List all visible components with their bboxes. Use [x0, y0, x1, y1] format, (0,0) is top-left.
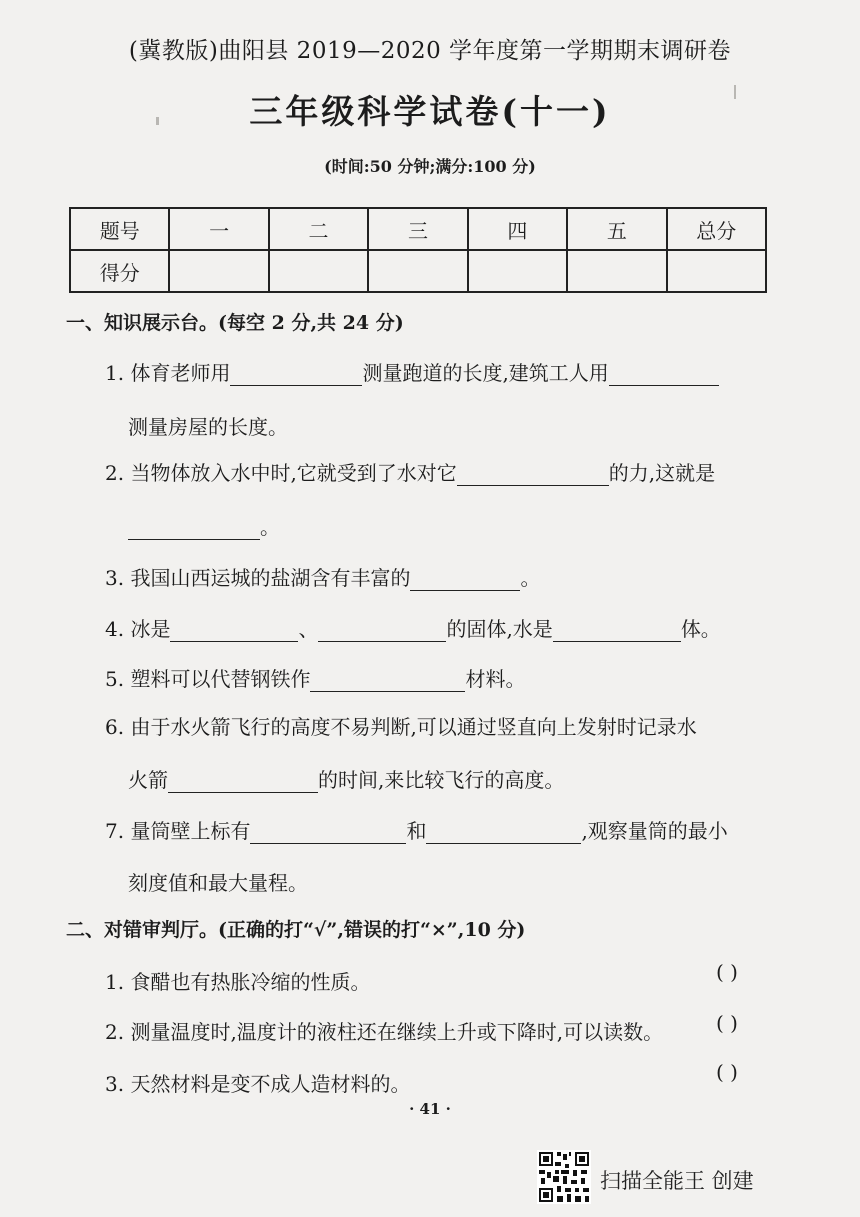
question-text: 、: [298, 617, 319, 641]
judge-item: 3. 天然材料是变不成人造材料的。: [105, 1072, 411, 1096]
section-heading: 一、知识展示台。(每空 2 分,共 24 分): [66, 312, 404, 334]
question-text: 和: [406, 819, 427, 843]
table-header-cell: 二: [269, 208, 368, 250]
answer-blank[interactable]: [553, 619, 681, 642]
question-1: [105, 357, 719, 386]
question-6: 6. 由于水火箭飞行的高度不易判断,可以通过竖直向上发射时记录水: [105, 715, 697, 739]
table-row: [70, 208, 766, 250]
question-7: [105, 815, 728, 844]
question-text: ,观察量筒的最小: [581, 819, 728, 843]
question-text: 4. 冰是: [105, 617, 171, 641]
question-7-cont: 刻度值和最大量程。: [128, 871, 308, 895]
table-header-cell: 三: [368, 208, 467, 250]
question-4: [105, 613, 721, 642]
exam-time-info: (时间:50 分钟;满分:100 分): [324, 157, 536, 176]
answer-paren[interactable]: ( ): [716, 1011, 738, 1035]
exam-header: (冀教版)曲阳县 2019—2020 学年度第一学期期末调研卷: [128, 38, 732, 64]
answer-blank[interactable]: [457, 463, 609, 486]
question-text: 3. 我国山西运城的盐湖含有丰富的: [105, 566, 411, 590]
judge-item: 2. 测量温度时,温度计的液柱还在继续上升或下降时,可以读数。: [105, 1020, 664, 1044]
answer-blank[interactable]: [230, 363, 362, 386]
question-text: 材料。: [465, 667, 526, 691]
question-text: 。: [260, 515, 280, 539]
table-row-label: 得分: [70, 250, 169, 292]
question-text: 的时间,来比较飞行的高度。: [318, 768, 565, 792]
table-header-cell: 一: [169, 208, 268, 250]
score-cell[interactable]: [567, 250, 666, 292]
table-header-cell: 题号: [70, 208, 169, 250]
score-cell[interactable]: [468, 250, 567, 292]
table-header-cell: 四: [468, 208, 567, 250]
score-cell[interactable]: [269, 250, 368, 292]
question-text: 测量跑道的长度,建筑工人用: [362, 361, 609, 385]
question-text: 火箭: [128, 768, 168, 792]
question-text: 1. 体育老师用: [105, 361, 231, 385]
question-6-cont: [128, 764, 564, 793]
answer-blank[interactable]: [128, 517, 260, 540]
question-text: 7. 量筒壁上标有: [105, 819, 251, 843]
page-number: · 41 ·: [409, 1100, 451, 1118]
question-text: 。: [520, 566, 541, 590]
answer-blank[interactable]: [410, 568, 520, 591]
question-5: [105, 663, 525, 692]
answer-blank[interactable]: [168, 770, 318, 793]
question-text: 5. 塑料可以代替钢铁作: [105, 667, 311, 691]
qr-code-icon: [537, 1150, 591, 1204]
question-2: [105, 457, 715, 486]
judge-item: 1. 食醋也有热胀冷缩的性质。: [105, 970, 371, 994]
question-1-cont: 测量房屋的长度。: [128, 415, 288, 439]
score-cell[interactable]: [169, 250, 268, 292]
question-2-cont: [128, 511, 280, 540]
answer-blank[interactable]: [250, 821, 406, 844]
table-header-cell: 五: [567, 208, 666, 250]
question-text: 体。: [680, 617, 721, 641]
score-table: [69, 207, 767, 293]
score-cell[interactable]: [667, 250, 766, 292]
question-text: 的力,这就是: [608, 461, 716, 485]
answer-blank[interactable]: [609, 363, 719, 386]
question-3: [105, 562, 540, 591]
section-heading: 二、对错审判厅。(正确的打“√”,错误的打“×”,10 分): [66, 919, 526, 941]
page-title: 三年级科学试卷(十一): [249, 92, 611, 131]
question-text: 2. 当物体放入水中时,它就受到了水对它: [105, 461, 457, 485]
answer-blank[interactable]: [170, 619, 298, 642]
question-text: 的固体,水是: [446, 617, 553, 641]
answer-paren[interactable]: ( ): [716, 960, 738, 984]
answer-paren[interactable]: ( ): [716, 1060, 738, 1084]
score-cell[interactable]: [368, 250, 467, 292]
answer-blank[interactable]: [310, 669, 465, 692]
scanner-brand: 扫描全能王 创建: [600, 1169, 754, 1193]
table-row: [70, 250, 766, 292]
answer-blank[interactable]: [318, 619, 446, 642]
table-header-cell: 总分: [667, 208, 766, 250]
answer-blank[interactable]: [426, 821, 581, 844]
